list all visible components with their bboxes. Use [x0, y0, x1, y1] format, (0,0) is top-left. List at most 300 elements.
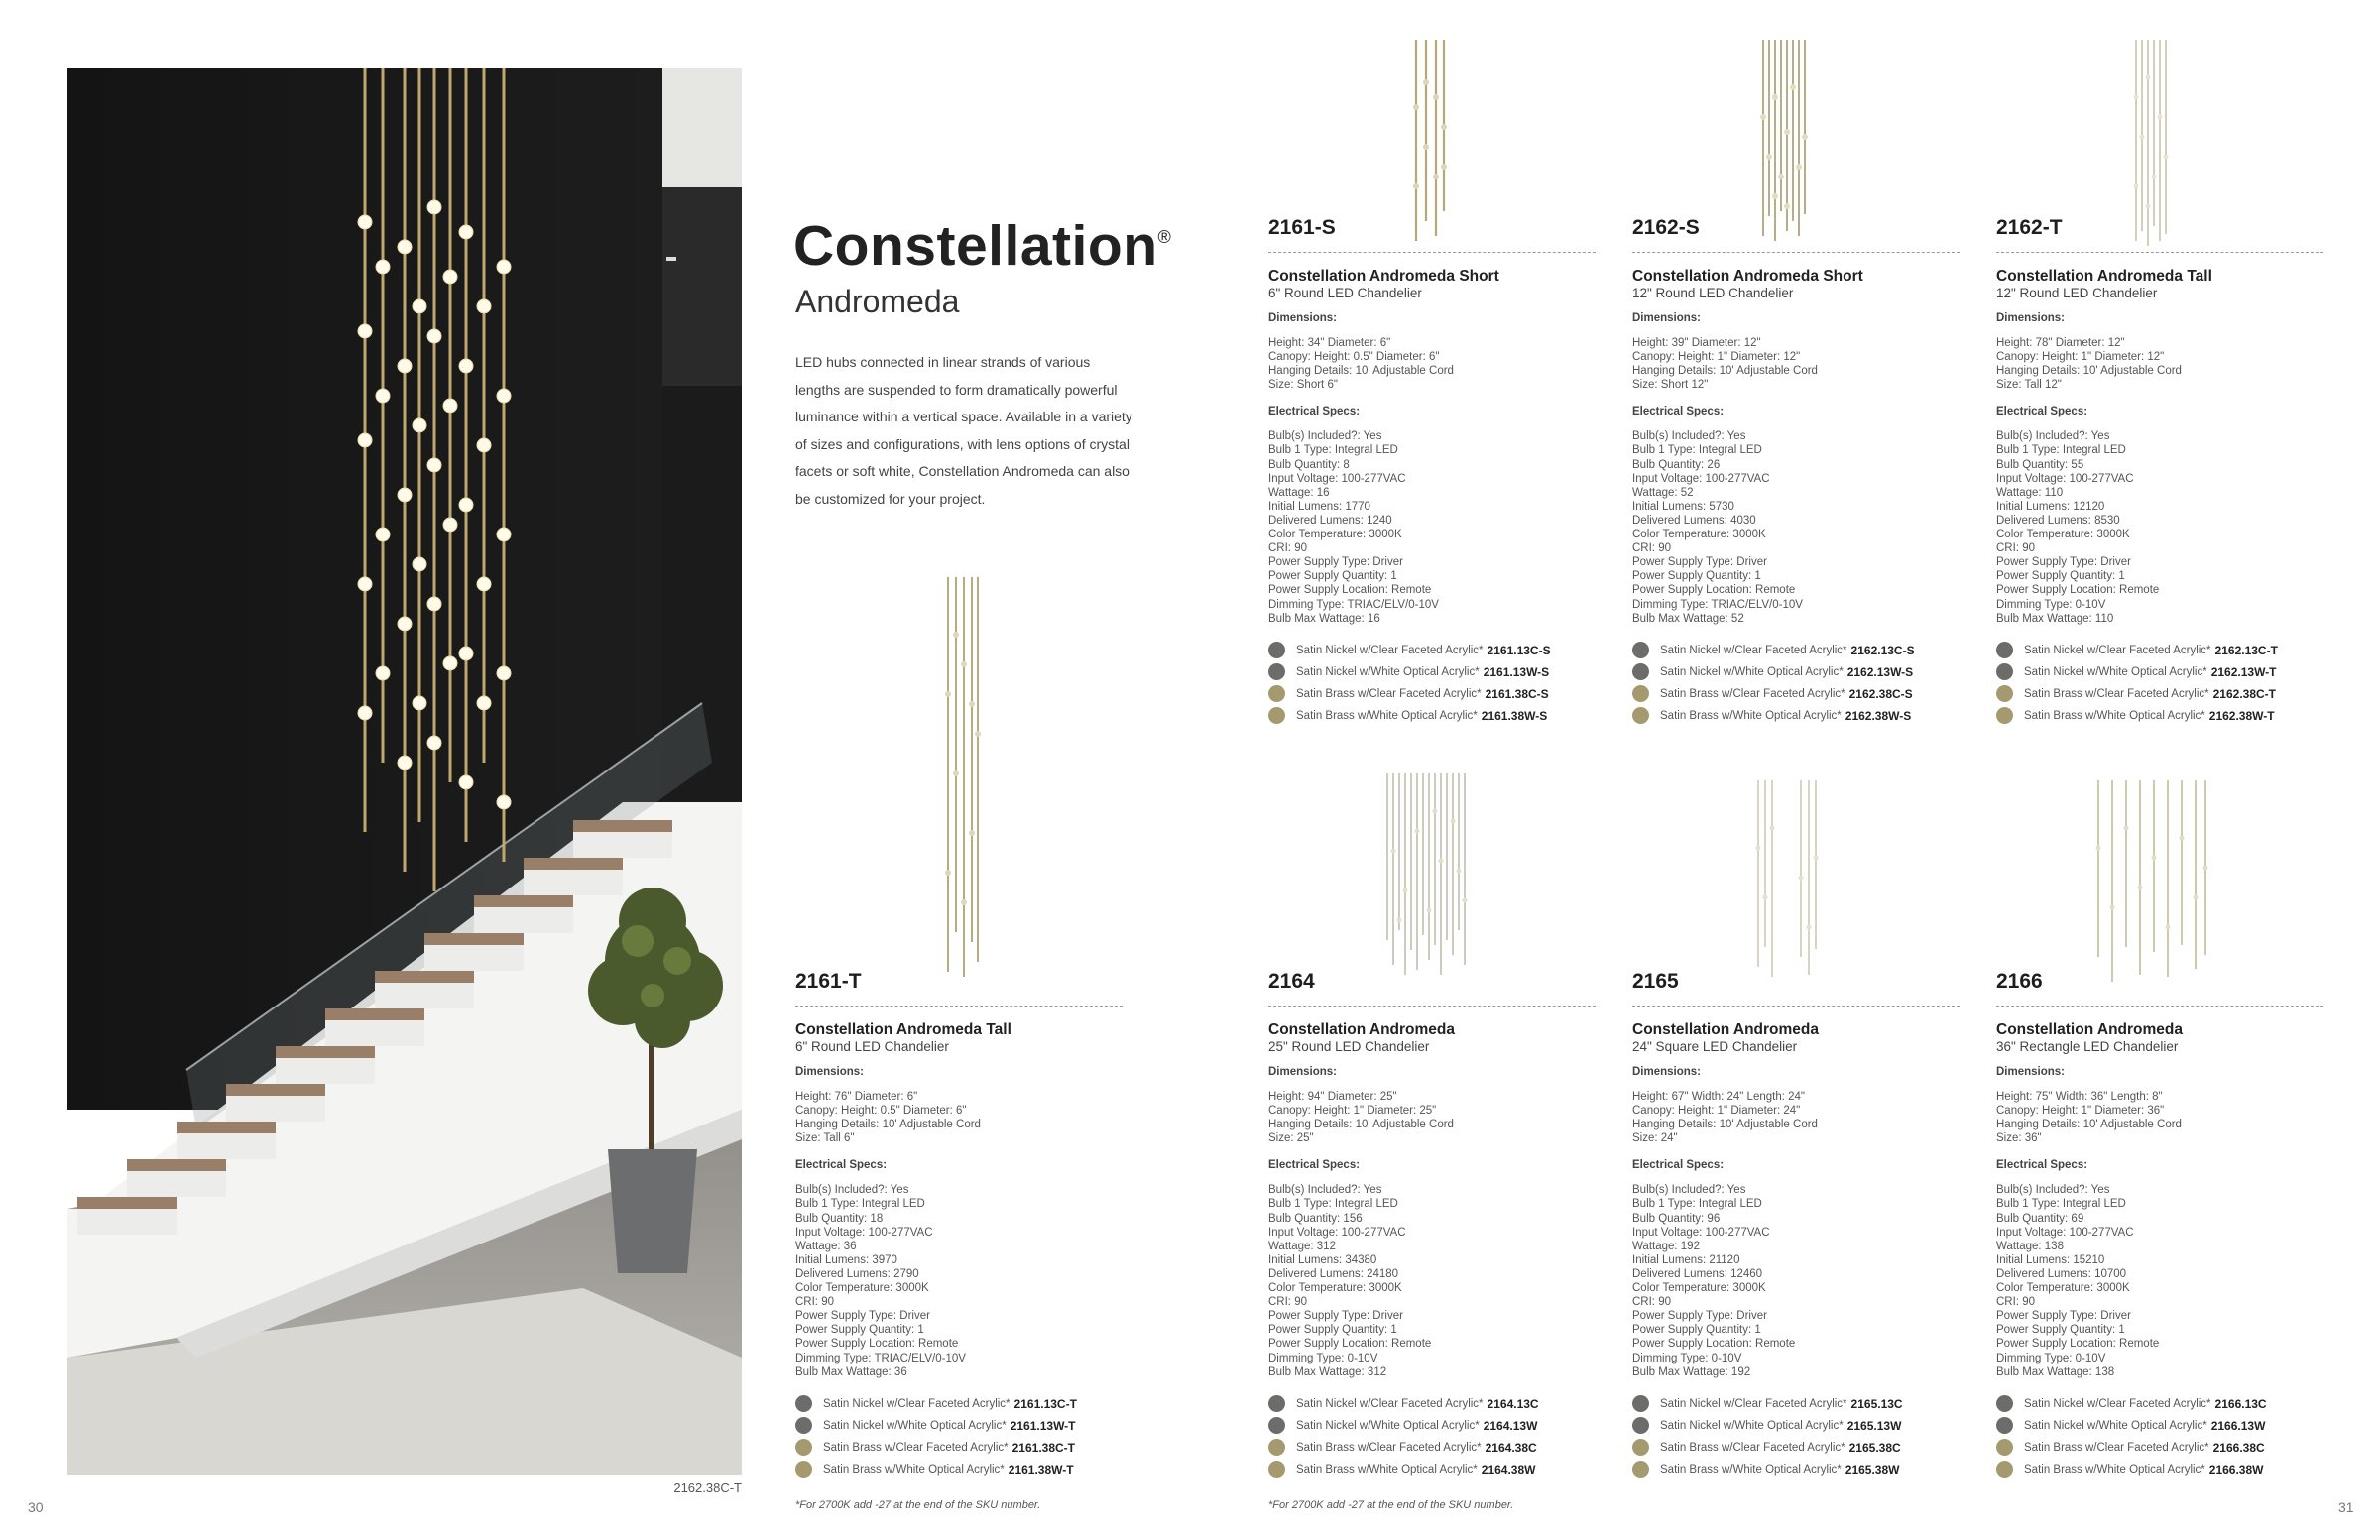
finish-sku: 2166.38C — [2212, 1440, 2265, 1455]
finish-sku: 2162.13C-T — [2214, 643, 2278, 657]
finish-sku: 2164.38C — [1485, 1440, 1537, 1455]
finish-swatch-icon — [1996, 663, 2013, 680]
electrical-line: Bulb Max Wattage: 138 — [1996, 1365, 2115, 1378]
footnote-right: *For 2700K add -27 at the end of the SKU number. — [1268, 1499, 1514, 1511]
electrical-line: Delivered Lumens: 12460 — [1632, 1267, 1763, 1280]
dimension-line: Size: Short 6" — [1268, 379, 1338, 392]
electrical-line: Color Temperature: 3000K — [1268, 529, 1402, 541]
staircase-chandelier-illustration — [67, 68, 742, 1475]
finish-label: Satin Nickel w/White Optical Acrylic* — [823, 1419, 1007, 1432]
electrical-line: Bulb(s) Included?: Yes — [1996, 430, 2110, 443]
finish-options — [1996, 1393, 2323, 1481]
dimension-line: Canopy: Height: 1" Diameter: 36" — [1996, 1105, 2165, 1118]
finish-sku: 2164.13W — [1483, 1418, 1538, 1433]
electrical-line: Wattage: 192 — [1632, 1240, 1700, 1252]
divider — [1268, 1006, 1596, 1007]
product-sku: 2161-S — [1268, 216, 1336, 239]
electrical-line: Delivered Lumens: 2790 — [795, 1267, 919, 1280]
electrical-line: Color Temperature: 3000K — [1268, 1282, 1402, 1295]
finish-label: Satin Nickel w/Clear Faceted Acrylic* — [2024, 1397, 2211, 1410]
electrical-line: Bulb Max Wattage: 16 — [1268, 612, 1380, 625]
finish-sku: 2161.38W-T — [1008, 1462, 1074, 1477]
finish-swatch-icon — [1996, 685, 2013, 702]
finish-options — [1996, 640, 2323, 727]
collection-description: LED hubs connected in linear strands of various lengths are suspended to form dramatically powerful luminance within a vertical space. Available in a variety of sizes and configurations, with lens options of crystal facets or soft white, Constellation Andromeda can also be customized for your project. — [795, 354, 1132, 507]
electrical-line: Initial Lumens: 12120 — [1996, 500, 2105, 513]
electrical-line: Initial Lumens: 21120 — [1632, 1253, 1740, 1266]
finish-label: Satin Nickel w/White Optical Acrylic* — [1296, 665, 1480, 678]
product-subtitle: 24" Square LED Chandelier — [1632, 1039, 1798, 1054]
finish-sku: 2162.38C-T — [2212, 686, 2276, 701]
divider — [1632, 1006, 1960, 1007]
product-name: Constellation Andromeda — [1632, 1021, 1820, 1038]
product-subtitle: 12" Round LED Chandelier — [1996, 286, 2158, 300]
electrical-line: Bulb(s) Included?: Yes — [1268, 1184, 1382, 1197]
finish-swatch-icon — [1996, 642, 2013, 658]
finish-swatch-icon — [1268, 707, 1285, 724]
finish-option — [1996, 683, 2323, 705]
finish-option — [1632, 640, 1960, 661]
finish-option — [795, 1393, 1123, 1415]
finish-swatch-icon — [1632, 1395, 1649, 1412]
finish-label: Satin Nickel w/Clear Faceted Acrylic* — [1660, 1397, 1847, 1410]
fixture-image-2161-t — [938, 575, 988, 982]
electrical-heading: Electrical Specs: — [1268, 406, 1361, 418]
finish-option — [1268, 661, 1596, 683]
finish-option — [1268, 1437, 1596, 1459]
electrical-line: Wattage: 110 — [1996, 486, 2064, 499]
electrical-line: Initial Lumens: 15210 — [1996, 1253, 2105, 1266]
electrical-heading: Electrical Specs: — [1632, 406, 1725, 418]
product-name: Constellation Andromeda — [1996, 1021, 2184, 1038]
electrical-line: Power Supply Type: Driver — [1996, 1310, 2131, 1323]
electrical-list — [1632, 429, 1960, 625]
finish-swatch-icon — [795, 1461, 812, 1478]
finish-option — [1632, 1459, 1960, 1481]
electrical-line: Delivered Lumens: 1240 — [1268, 514, 1392, 527]
electrical-line: Delivered Lumens: 10700 — [1996, 1267, 2127, 1280]
electrical-line: Power Supply Quantity: 1 — [1268, 1324, 1397, 1337]
electrical-list — [1268, 429, 1596, 625]
dimension-line: Height: 34" Diameter: 6" — [1268, 337, 1391, 349]
electrical-line: Power Supply Type: Driver — [1632, 1310, 1767, 1323]
finish-sku: 2162.38W-S — [1844, 708, 1912, 723]
product-name: Constellation Andromeda — [1268, 1021, 1456, 1038]
electrical-line: Bulb Quantity: 156 — [1268, 1212, 1363, 1225]
finish-option — [1632, 705, 1960, 727]
fixture-image-2164 — [1383, 771, 1473, 980]
dimensions-list — [1632, 1090, 1960, 1145]
electrical-line: Power Supply Quantity: 1 — [1632, 1324, 1761, 1337]
finish-option — [1996, 661, 2323, 683]
electrical-heading: Electrical Specs: — [1268, 1159, 1361, 1172]
electrical-line: Bulb Quantity: 69 — [1996, 1212, 2084, 1225]
electrical-line: Bulb Quantity: 55 — [1996, 458, 2084, 471]
finish-option — [795, 1415, 1123, 1437]
finish-label: Satin Nickel w/Clear Faceted Acrylic* — [1296, 644, 1484, 656]
electrical-line: Power Supply Location: Remote — [795, 1338, 959, 1351]
finish-sku: 2162.13W-S — [1846, 664, 1914, 679]
electrical-line: Power Supply Quantity: 1 — [1268, 570, 1397, 583]
fixture-image-2162-s — [1755, 38, 1815, 246]
finish-label: Satin Brass w/Clear Faceted Acrylic* — [1296, 1441, 1482, 1454]
finish-label: Satin Brass w/Clear Faceted Acrylic* — [1296, 687, 1482, 700]
electrical-line: Bulb(s) Included?: Yes — [1632, 1184, 1746, 1197]
electrical-line: Bulb Max Wattage: 192 — [1632, 1365, 1751, 1378]
dimensions-list — [1632, 336, 1960, 392]
electrical-line: Bulb 1 Type: Integral LED — [1268, 1198, 1398, 1211]
finish-label: Satin Brass w/Clear Faceted Acrylic* — [1660, 687, 1845, 700]
electrical-line: Bulb Max Wattage: 110 — [1996, 612, 2114, 625]
finish-label: Satin Brass w/White Optical Acrylic* — [2024, 709, 2205, 722]
finish-options — [1632, 640, 1960, 727]
electrical-line: CRI: 90 — [1996, 1296, 2035, 1309]
product-subtitle: 6" Round LED Chandelier — [1268, 286, 1422, 300]
finish-label: Satin Brass w/Clear Faceted Acrylic* — [2024, 1441, 2209, 1454]
electrical-line: Power Supply Location: Remote — [1268, 584, 1432, 597]
divider — [1632, 252, 1960, 253]
electrical-list — [1632, 1183, 1960, 1378]
finish-option — [1996, 1393, 2323, 1415]
finish-swatch-icon — [1268, 1395, 1285, 1412]
dimension-line: Canopy: Height: 1" Diameter: 25" — [1268, 1105, 1437, 1118]
electrical-line: Power Supply Location: Remote — [1996, 584, 2160, 597]
product-name: Constellation Andromeda Tall — [795, 1021, 1012, 1038]
product-name: Constellation Andromeda Short — [1268, 268, 1499, 285]
page-number-right: 31 — [2338, 1499, 2354, 1515]
registered-mark: ® — [1157, 227, 1172, 247]
dimensions-heading: Dimensions: — [1632, 1066, 1702, 1078]
electrical-line: Power Supply Quantity: 1 — [1632, 570, 1761, 583]
electrical-line: Wattage: 36 — [795, 1240, 857, 1252]
product-sku: 2164 — [1268, 970, 1315, 993]
finish-swatch-icon — [795, 1439, 812, 1456]
finish-label: Satin Nickel w/Clear Faceted Acrylic* — [2024, 644, 2211, 656]
electrical-line: Color Temperature: 3000K — [1996, 1282, 2130, 1295]
electrical-line: Color Temperature: 3000K — [1632, 529, 1766, 541]
finish-sku: 2162.13W-T — [2210, 664, 2277, 679]
finish-label: Satin Nickel w/Clear Faceted Acrylic* — [1660, 644, 1847, 656]
electrical-line: Bulb(s) Included?: Yes — [1996, 1184, 2110, 1197]
finish-option — [1268, 1415, 1596, 1437]
finish-swatch-icon — [1268, 642, 1285, 658]
finish-swatch-icon — [1268, 1461, 1285, 1478]
finish-option — [1996, 705, 2323, 727]
collection-title — [793, 213, 1171, 279]
finish-swatch-icon — [1632, 1417, 1649, 1434]
product-details — [795, 1021, 1123, 1481]
collection-subtitle: Andromeda — [795, 284, 960, 319]
dimension-line: Hanging Details: 10' Adjustable Cord — [1632, 1119, 1818, 1131]
finish-options — [1268, 640, 1596, 727]
product-sku: 2161-T — [795, 970, 862, 993]
finish-swatch-icon — [1996, 1417, 2013, 1434]
electrical-line: Bulb Max Wattage: 36 — [795, 1365, 907, 1378]
product-sku: 2165 — [1632, 970, 1679, 993]
electrical-line: Initial Lumens: 34380 — [1268, 1253, 1377, 1266]
dimension-line: Height: 39" Diameter: 12" — [1632, 337, 1761, 349]
finish-label: Satin Nickel w/White Optical Acrylic* — [1660, 665, 1844, 678]
electrical-line: Initial Lumens: 1770 — [1268, 500, 1370, 513]
finish-label: Satin Brass w/Clear Faceted Acrylic* — [823, 1441, 1009, 1454]
finish-option — [795, 1459, 1123, 1481]
dimension-line: Canopy: Height: 0.5" Diameter: 6" — [795, 1105, 967, 1118]
footnote-left: *For 2700K add -27 at the end of the SKU number. — [795, 1499, 1041, 1511]
finish-option — [1268, 1393, 1596, 1415]
finish-swatch-icon — [1268, 663, 1285, 680]
finish-label: Satin Brass w/Clear Faceted Acrylic* — [1660, 1441, 1845, 1454]
finish-label: Satin Brass w/White Optical Acrylic* — [2024, 1463, 2205, 1476]
dimension-line: Canopy: Height: 1" Diameter: 12" — [1996, 351, 2165, 364]
electrical-line: Wattage: 16 — [1268, 486, 1330, 499]
divider — [1996, 252, 2323, 253]
electrical-line: Power Supply Location: Remote — [1632, 584, 1796, 597]
product-subtitle: 25" Round LED Chandelier — [1268, 1039, 1430, 1054]
finish-option — [1996, 640, 2323, 661]
electrical-line: Input Voltage: 100-277VAC — [1996, 472, 2134, 485]
finish-swatch-icon — [795, 1395, 812, 1412]
finish-sku: 2162.38W-T — [2208, 708, 2275, 723]
electrical-line: Dimming Type: TRIAC/ELV/0-10V — [1268, 598, 1439, 611]
electrical-heading: Electrical Specs: — [1632, 1159, 1725, 1172]
dimension-line: Height: 94" Diameter: 25" — [1268, 1091, 1397, 1103]
electrical-line: Input Voltage: 100-277VAC — [1268, 1226, 1406, 1239]
dimension-line: Size: Tall 6" — [795, 1132, 855, 1145]
electrical-line: Bulb(s) Included?: Yes — [795, 1184, 909, 1197]
finish-label: Satin Nickel w/Clear Faceted Acrylic* — [823, 1397, 1011, 1410]
finish-option — [1996, 1415, 2323, 1437]
dimensions-heading: Dimensions: — [1268, 1066, 1338, 1078]
dimension-line: Hanging Details: 10' Adjustable Cord — [1268, 1119, 1454, 1131]
electrical-list — [1996, 1183, 2323, 1378]
electrical-line: Wattage: 52 — [1632, 486, 1694, 499]
electrical-line: Power Supply Quantity: 1 — [1996, 1324, 2125, 1337]
electrical-line: Input Voltage: 100-277VAC — [795, 1226, 933, 1239]
dimension-line: Hanging Details: 10' Adjustable Cord — [1996, 365, 2182, 378]
electrical-line: CRI: 90 — [1268, 542, 1307, 555]
electrical-line: Dimming Type: 0-10V — [1996, 598, 2106, 611]
electrical-line: Bulb 1 Type: Integral LED — [795, 1198, 925, 1211]
electrical-line: Bulb 1 Type: Integral LED — [1632, 1198, 1762, 1211]
finish-label: Satin Brass w/White Optical Acrylic* — [823, 1463, 1005, 1476]
electrical-line: Dimming Type: TRIAC/ELV/0-10V — [1632, 598, 1803, 611]
dimension-line: Height: 78" Diameter: 12" — [1996, 337, 2125, 349]
electrical-line: Power Supply Type: Driver — [1268, 556, 1403, 569]
finish-sku: 2165.38C — [1848, 1440, 1901, 1455]
finish-options — [1268, 1393, 1596, 1481]
electrical-line: Power Supply Quantity: 1 — [1996, 570, 2125, 583]
dimension-line: Size: 24" — [1632, 1132, 1678, 1145]
electrical-line: Delivered Lumens: 24180 — [1268, 1267, 1399, 1280]
fixture-image-2161-s — [1398, 38, 1458, 246]
dimension-line: Height: 67" Width: 24" Length: 24" — [1632, 1091, 1805, 1103]
product-subtitle: 12" Round LED Chandelier — [1632, 286, 1794, 300]
electrical-line: Power Supply Location: Remote — [1268, 1338, 1432, 1351]
finish-option — [1996, 1437, 2323, 1459]
dimension-line: Hanging Details: 10' Adjustable Cord — [795, 1119, 981, 1131]
electrical-line: Bulb 1 Type: Integral LED — [1996, 444, 2126, 457]
finish-option — [1632, 661, 1960, 683]
finish-sku: 2164.13C — [1487, 1396, 1539, 1411]
finish-swatch-icon — [1996, 1461, 2013, 1478]
finish-swatch-icon — [1632, 685, 1649, 702]
dimension-line: Hanging Details: 10' Adjustable Cord — [1632, 365, 1818, 378]
finish-options — [795, 1393, 1123, 1481]
finish-sku: 2164.38W — [1481, 1462, 1536, 1477]
product-details — [1632, 268, 1960, 727]
finish-sku: 2161.38W-S — [1481, 708, 1548, 723]
finish-sku: 2166.13C — [2214, 1396, 2267, 1411]
electrical-line: Bulb 1 Type: Integral LED — [1632, 444, 1762, 457]
dimension-line: Size: 25" — [1268, 1132, 1314, 1145]
product-subtitle: 36" Rectangle LED Chandelier — [1996, 1039, 2179, 1054]
electrical-line: Wattage: 138 — [1996, 1240, 2064, 1252]
electrical-line: CRI: 90 — [795, 1296, 834, 1309]
finish-sku: 2166.13W — [2210, 1418, 2266, 1433]
electrical-line: Color Temperature: 3000K — [1996, 529, 2130, 541]
electrical-heading: Electrical Specs: — [1996, 406, 2088, 418]
electrical-line: Bulb Quantity: 18 — [795, 1212, 884, 1225]
photo-caption: 2162.38C-T — [673, 1481, 742, 1495]
electrical-line: CRI: 90 — [1632, 1296, 1671, 1309]
electrical-line: Bulb 1 Type: Integral LED — [1268, 444, 1398, 457]
finish-swatch-icon — [1632, 663, 1649, 680]
fixture-image-2165 — [1753, 778, 1823, 982]
electrical-line: Bulb(s) Included?: Yes — [1268, 430, 1382, 443]
interior-photo — [67, 68, 742, 1475]
product-name: Constellation Andromeda Short — [1632, 268, 1863, 285]
finish-options — [1632, 1393, 1960, 1481]
finish-swatch-icon — [1268, 685, 1285, 702]
finish-label: Satin Nickel w/Clear Faceted Acrylic* — [1296, 1397, 1484, 1410]
finish-option — [795, 1437, 1123, 1459]
fixture-image-2166 — [2092, 778, 2211, 987]
electrical-line: Bulb Max Wattage: 52 — [1632, 612, 1744, 625]
electrical-line: Power Supply Type: Driver — [1996, 556, 2131, 569]
electrical-line: Input Voltage: 100-277VAC — [1632, 472, 1770, 485]
product-sku: 2166 — [1996, 970, 2043, 993]
finish-option — [1268, 683, 1596, 705]
page-number-left: 30 — [28, 1499, 44, 1515]
finish-label: Satin Brass w/White Optical Acrylic* — [1660, 709, 1842, 722]
dimension-line: Size: Tall 12" — [1996, 379, 2062, 392]
finish-swatch-icon — [1632, 1461, 1649, 1478]
finish-option — [1268, 1459, 1596, 1481]
electrical-line: CRI: 90 — [1996, 542, 2035, 555]
finish-swatch-icon — [1268, 1439, 1285, 1456]
finish-label: Satin Brass w/White Optical Acrylic* — [1296, 1463, 1478, 1476]
finish-sku: 2162.38C-S — [1848, 686, 1913, 701]
finish-label: Satin Brass w/Clear Faceted Acrylic* — [2024, 687, 2209, 700]
dimensions-list — [795, 1090, 1123, 1145]
dimension-line: Canopy: Height: 1" Diameter: 12" — [1632, 351, 1801, 364]
finish-option — [1632, 1415, 1960, 1437]
electrical-line: CRI: 90 — [1632, 542, 1671, 555]
finish-swatch-icon — [1996, 707, 2013, 724]
electrical-line: Power Supply Location: Remote — [1632, 1338, 1796, 1351]
finish-sku: 2161.13W-T — [1010, 1418, 1076, 1433]
product-name: Constellation Andromeda Tall — [1996, 268, 2212, 285]
electrical-line: Color Temperature: 3000K — [1632, 1282, 1766, 1295]
finish-sku: 2161.13C-T — [1013, 1396, 1077, 1411]
product-details — [1268, 268, 1596, 727]
electrical-list — [1268, 1183, 1596, 1378]
finish-swatch-icon — [1996, 1439, 2013, 1456]
finish-sku: 2165.13W — [1846, 1418, 1902, 1433]
dimension-line: Height: 76" Diameter: 6" — [795, 1091, 918, 1103]
electrical-line: Dimming Type: 0-10V — [1268, 1352, 1378, 1364]
dimensions-heading: Dimensions: — [1632, 312, 1702, 324]
dimensions-list — [1268, 336, 1596, 392]
finish-swatch-icon — [795, 1417, 812, 1434]
finish-sku: 2166.38W — [2208, 1462, 2264, 1477]
finish-sku: 2161.38C-S — [1485, 686, 1549, 701]
finish-option — [1632, 683, 1960, 705]
dimension-line: Size: 36" — [1996, 1132, 2042, 1145]
finish-label: Satin Nickel w/White Optical Acrylic* — [1660, 1419, 1844, 1432]
electrical-line: Power Supply Type: Driver — [795, 1310, 930, 1323]
finish-swatch-icon — [1996, 1395, 2013, 1412]
product-details — [1996, 268, 2323, 727]
electrical-line: Bulb Quantity: 8 — [1268, 458, 1350, 471]
dimension-line: Hanging Details: 10' Adjustable Cord — [1268, 365, 1454, 378]
product-sku: 2162-S — [1632, 216, 1700, 239]
electrical-line: Bulb 1 Type: Integral LED — [1996, 1198, 2126, 1211]
fixture-image-2162-t — [2122, 38, 2182, 251]
finish-sku: 2161.13W-S — [1483, 664, 1550, 679]
electrical-line: Bulb Quantity: 26 — [1632, 458, 1721, 471]
dimensions-list — [1996, 336, 2323, 392]
finish-option — [1632, 1393, 1960, 1415]
electrical-line: Bulb Quantity: 96 — [1632, 1212, 1721, 1225]
dimensions-heading: Dimensions: — [795, 1066, 865, 1078]
finish-sku: 2161.13C-S — [1487, 643, 1551, 657]
electrical-line: Bulb Max Wattage: 312 — [1268, 1365, 1387, 1378]
finish-sku: 2162.13C-S — [1850, 643, 1915, 657]
electrical-line: Dimming Type: 0-10V — [1996, 1352, 2106, 1364]
finish-sku: 2165.38W — [1844, 1462, 1900, 1477]
product-subtitle: 6" Round LED Chandelier — [795, 1039, 949, 1054]
finish-swatch-icon — [1632, 642, 1649, 658]
finish-label: Satin Nickel w/White Optical Acrylic* — [1296, 1419, 1480, 1432]
electrical-line: Input Voltage: 100-277VAC — [1996, 1226, 2134, 1239]
electrical-list — [795, 1183, 1123, 1378]
dimensions-heading: Dimensions: — [1996, 1066, 2066, 1078]
electrical-line: Bulb(s) Included?: Yes — [1632, 430, 1746, 443]
finish-swatch-icon — [1268, 1417, 1285, 1434]
electrical-heading: Electrical Specs: — [1996, 1159, 2088, 1172]
finish-label: Satin Nickel w/White Optical Acrylic* — [2024, 665, 2207, 678]
finish-sku: 2165.13C — [1850, 1396, 1903, 1411]
electrical-line: Power Supply Quantity: 1 — [795, 1324, 924, 1337]
electrical-list — [1996, 429, 2323, 625]
dimensions-list — [1996, 1090, 2323, 1145]
electrical-line: Color Temperature: 3000K — [795, 1282, 929, 1295]
dimensions-heading: Dimensions: — [1996, 312, 2066, 324]
divider — [795, 1006, 1123, 1007]
finish-swatch-icon — [1632, 1439, 1649, 1456]
electrical-line: Input Voltage: 100-277VAC — [1268, 472, 1406, 485]
electrical-line: Delivered Lumens: 8530 — [1996, 514, 2120, 527]
finish-option — [1632, 1437, 1960, 1459]
product-details — [1268, 1021, 1596, 1481]
collection-title-text: Constellation — [793, 214, 1158, 278]
electrical-line: Initial Lumens: 5730 — [1632, 500, 1734, 513]
dimension-line: Hanging Details: 10' Adjustable Cord — [1996, 1119, 2182, 1131]
electrical-line: Power Supply Type: Driver — [1268, 1310, 1403, 1323]
finish-swatch-icon — [1632, 707, 1649, 724]
electrical-line: Wattage: 312 — [1268, 1240, 1336, 1252]
